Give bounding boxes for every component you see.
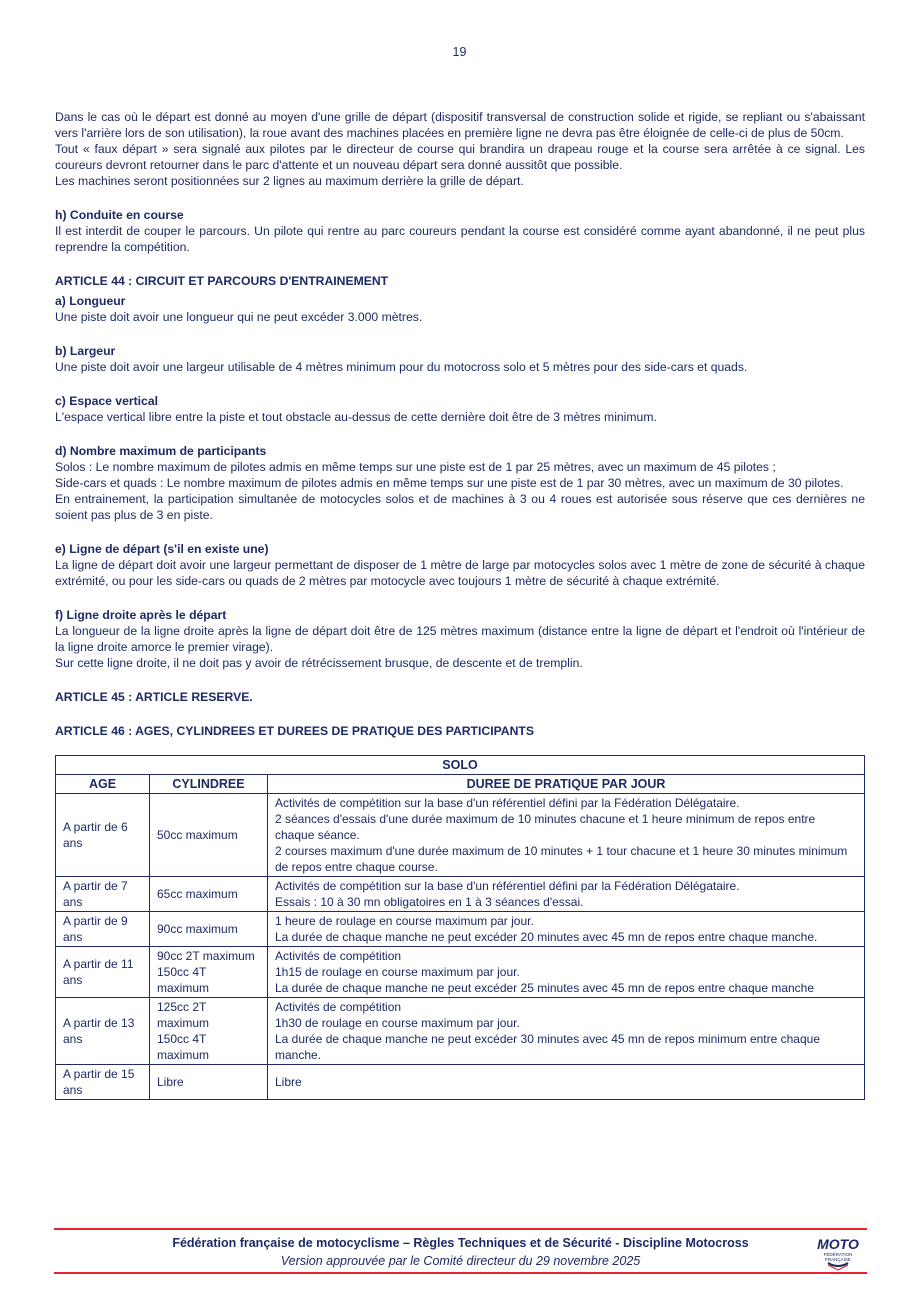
cell-line: 1h30 de roulage en course maximum par jour. (275, 1016, 520, 1030)
cell-cylindree: 50cc maximum (150, 794, 268, 877)
section-heading: f) Ligne droite après le départ (55, 608, 227, 622)
cell-line: Activités de compétition (275, 949, 402, 963)
cell-line: 2 courses maximum d'une durée maximum de 10 minutes + 1 tour chacune et 1 heure 30 minutes minimum de repos entre chaque course. (275, 844, 848, 874)
cell-line: Essais : 10 à 30 mn obligatoires en 1 à 3 séances d'essai. (275, 895, 584, 909)
paragraph: La longueur de la ligne droite après la ligne de départ doit être de 125 mètres maximum (distance entre la ligne de départ et l'endroit où l'intérieur de la ligne droite amorce le premier virage). (55, 624, 865, 654)
cell-line: 150cc 4T maximum (157, 1032, 210, 1062)
cell-age: A partir de 9 ans (56, 912, 150, 947)
table-row (56, 947, 865, 998)
table-row (56, 877, 865, 912)
paragraph: La ligne de départ doit avoir une largeur permettant de disposer de 1 mètre de large par motocycles solos avec 1 mètre de zone de sécurité à chaque extrémité, ou pour les side-cars ou quads de 2 mètres par motocycle avec toujours 1 mètre de sécurité à chaque extrémité. (55, 558, 865, 588)
cell-cylindree: 65cc maximum (150, 877, 268, 912)
cell-line: 2 séances d'essais d'une durée maximum de 10 minutes chacune et 1 heure minimum de repos entre chaque séance. (275, 812, 816, 842)
paragraph: Solos : Le nombre maximum de pilotes admis en même temps sur une piste est de 1 par 25 mètres, avec un maximum de 45 pilotes ; (55, 460, 776, 474)
cell-age: A partir de 11 ans (56, 947, 150, 998)
table-header-row (56, 775, 865, 794)
cell-cylindree: Libre (150, 1065, 268, 1100)
paragraph: En entrainement, la participation simultanée de motocycles solos et de machines à 3 ou 4 roues est autorisée sous réserve que ces dernières ne soient pas plus de 3 en piste. (55, 492, 865, 522)
logo-text: MOTO (817, 1236, 859, 1252)
paragraph: Tout « faux départ » sera signalé aux pilotes par le directeur de course qui brandira un drapeau rouge et la course sera arrêtée à ce signal. Les coureurs devront retourner dans le parc d'attente et un nouveau départ sera donné aussitôt que possible. (55, 142, 865, 172)
footer-version: Version approuvée par le Comité directeur du 29 novembre 2025 (280, 1254, 641, 1268)
header-duree: DUREE DE PRATIQUE PAR JOUR (268, 775, 865, 794)
cell-duree (268, 912, 865, 947)
table-row (56, 1065, 865, 1100)
paragraph: Side-cars et quads : Le nombre maximum de pilotes admis en même temps sur une piste est de 1 par 30 mètres, avec un maximum de 30 pilotes. (55, 476, 844, 490)
cell-line: Activités de compétition sur la base d'un référentiel défini par la Fédération Délégataire. (275, 796, 740, 810)
cell-cylindree (150, 947, 268, 998)
cell-line: Activités de compétition (275, 1000, 402, 1014)
section-heading: d) Nombre maximum de participants (55, 444, 267, 458)
paragraph: Une piste doit avoir une longueur qui ne peut excéder 3.000 mètres. (55, 310, 423, 324)
section-heading: a) Longueur (55, 294, 126, 308)
paragraph: Il est interdit de couper le parcours. Un pilote qui rentre au parc coureurs pendant la course est considéré comme ayant abandonné, il ne peut plus reprendre la compétition. (55, 224, 865, 254)
section-heading: e) Ligne de départ (s'il en existe une) (55, 542, 269, 556)
table-caption: SOLO (56, 756, 865, 775)
cell-line: La durée de chaque manche ne peut excéder 25 minutes avec 45 mn de repos entre chaque manche (275, 981, 815, 995)
logo-subtext: FRANÇAISE (825, 1257, 851, 1262)
cell-line: La durée de chaque manche ne peut excéder 30 minutes avec 45 mn de repos minimum entre chaque manche. (275, 1032, 821, 1062)
section-heading: b) Largeur (55, 344, 116, 358)
cell-cylindree (150, 998, 268, 1065)
cell-duree (268, 877, 865, 912)
table-row (56, 998, 865, 1065)
article-heading: ARTICLE 46 : AGES, CYLINDREES ET DUREES DE PRATIQUE DES PARTICIPANTS (55, 724, 534, 738)
paragraph: Dans le cas où le départ est donné au moyen d'une grille de départ (dispositif transversal de construction solide et rigide, se repliant ou s'abaissant vers l'arrière lors de son utilisation), la roue avant des machines placées en première ligne ne devra pas être éloignée de celle-ci de plus de 50cm. (55, 110, 865, 140)
article-heading: ARTICLE 45 : ARTICLE RESERVE. (55, 690, 253, 704)
cell-line: 1h15 de roulage en course maximum par jour. (275, 965, 520, 979)
section-heading: h) Conduite en course (55, 208, 184, 222)
section-heading: c) Espace vertical (55, 394, 158, 408)
header-cylindree: CYLINDREE (150, 775, 268, 794)
cell-line: 150cc 4T maximum (157, 965, 210, 995)
header-age: AGE (56, 775, 150, 794)
cell-age: A partir de 7 ans (56, 877, 150, 912)
footer-rule-top (54, 1228, 867, 1230)
cell-cylindree: 90cc maximum (150, 912, 268, 947)
footer-title: Fédération française de motocyclisme – Règles Techniques et de Sécurité - Discipline Motocross (172, 1236, 749, 1250)
paragraph: Sur cette ligne droite, il ne doit pas y avoir de rétrécissement brusque, de descente et de tremplin. (55, 656, 583, 670)
ffm-logo-icon (816, 1234, 860, 1272)
cell-age: A partir de 15 ans (56, 1065, 150, 1100)
cell-duree (268, 998, 865, 1065)
footer-rule-bottom (54, 1272, 867, 1274)
cell-duree (268, 947, 865, 998)
page-content (55, 109, 865, 1100)
cell-duree: Libre (268, 1065, 865, 1100)
cell-age: A partir de 6 ans (56, 794, 150, 877)
table-row (56, 912, 865, 947)
cell-line: Activités de compétition sur la base d'un référentiel défini par la Fédération Délégataire. (275, 879, 740, 893)
cell-line: 125cc 2T maximum (157, 1000, 210, 1030)
footer (54, 1234, 867, 1270)
paragraph: Une piste doit avoir une largeur utilisable de 4 mètres minimum pour du motocross solo et 5 mètres pour des side-cars et quads. (55, 360, 748, 374)
cell-line: 90cc 2T maximum (157, 949, 255, 963)
article-heading: ARTICLE 44 : CIRCUIT ET PARCOURS D'ENTRAINEMENT (55, 274, 389, 288)
paragraph: L'espace vertical libre entre la piste et tout obstacle au-dessus de cette dernière doit être de 3 mètres minimum. (55, 410, 657, 424)
cell-age: A partir de 13 ans (56, 998, 150, 1065)
logo-subtext: FÉDÉRATION (823, 1252, 853, 1257)
page-number: 19 (452, 45, 467, 59)
cell-line: La durée de chaque manche ne peut excéder 20 minutes avec 45 mn de repos entre chaque manche. (275, 930, 818, 944)
cell-duree (268, 794, 865, 877)
cell-line: 1 heure de roulage en course maximum par jour. (275, 914, 534, 928)
paragraph: Les machines seront positionnées sur 2 lignes au maximum derrière la grille de départ. (55, 174, 524, 188)
table-row (56, 794, 865, 877)
solo-table (55, 755, 865, 1100)
